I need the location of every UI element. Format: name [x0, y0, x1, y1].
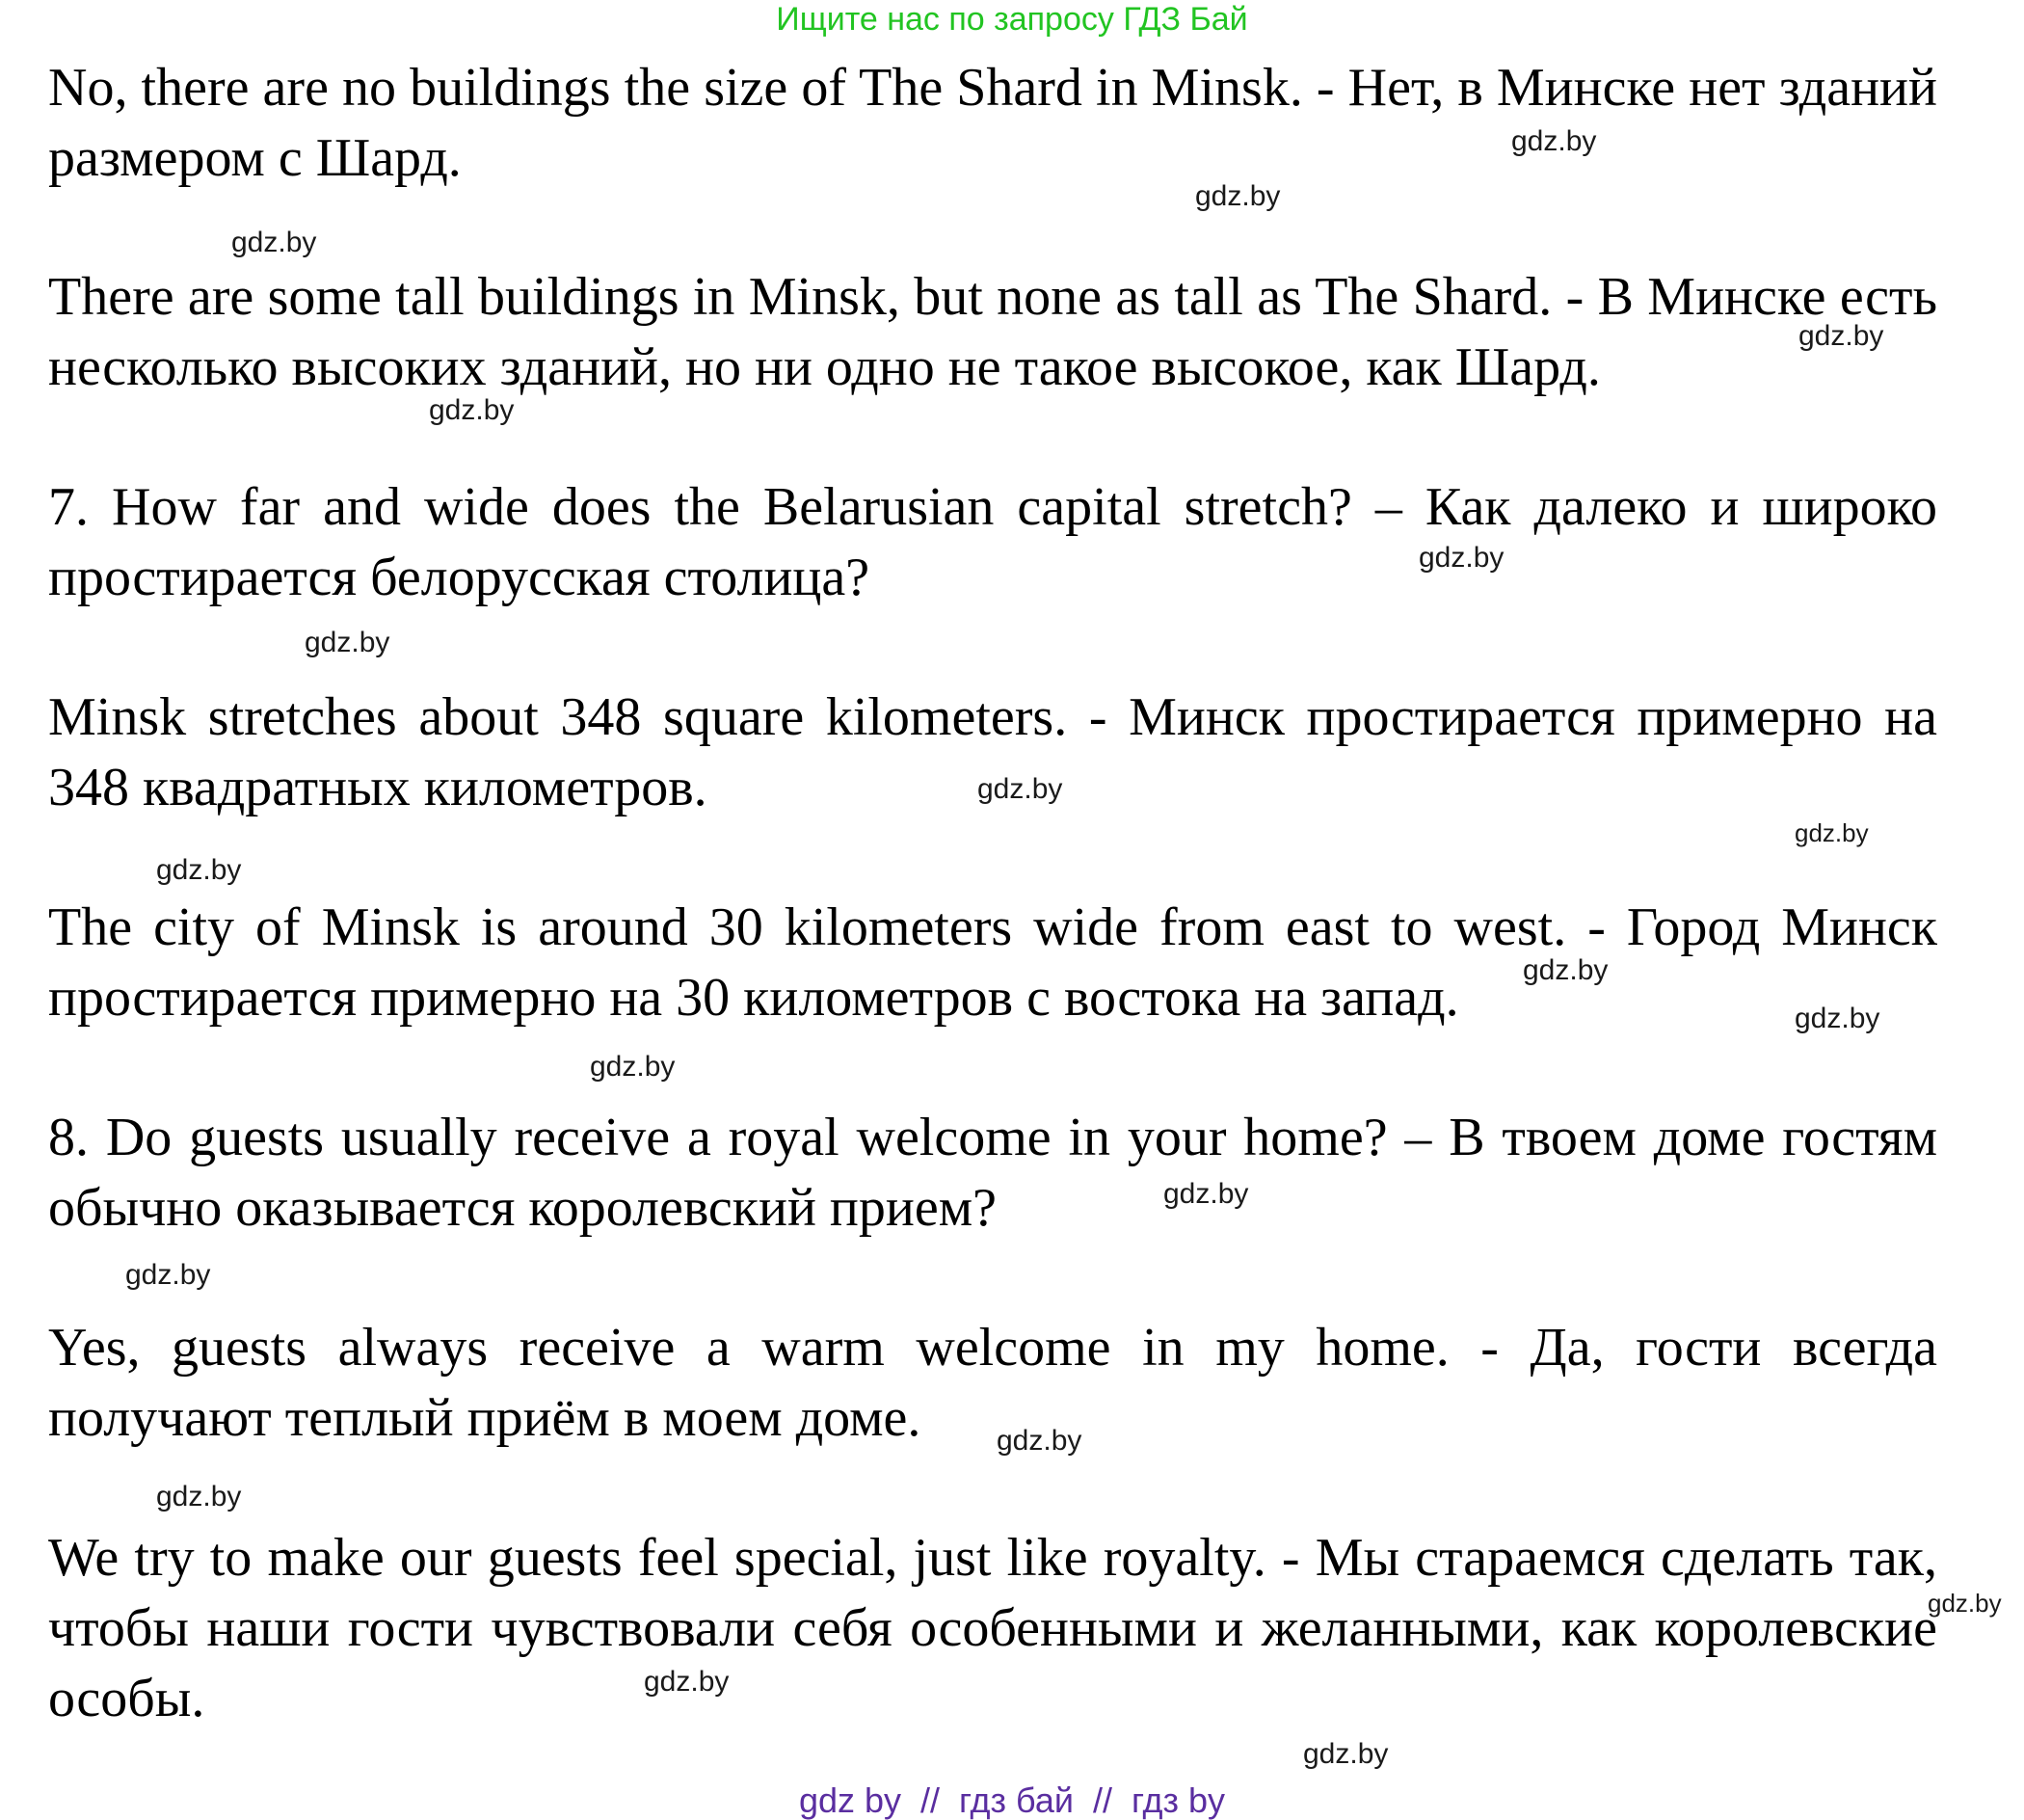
- paragraph-7: Yes, guests always receive a warm welcome in my home. - Да, гости всегда получают теплый приём в моем доме.: [48, 1318, 1937, 1448]
- paragraph-8: We try to make our guests feel special, just like royalty. - Мы стараемся сделать так, чтобы наши гости чувствовали себя особенными и желанными, как королевские особы.: [48, 1528, 1937, 1728]
- watermark-11: gdz.by: [1523, 954, 1609, 986]
- paragraph-1: No, there are no buildings the size of The Shard in Minsk. - Нет, в Минске нет зданий размером с Шард.: [48, 58, 1937, 188]
- paragraph-3: 7. How far and wide does the Belarusian capital stretch? – Как далеко и широко простирается белорусская столица?: [48, 477, 1937, 607]
- watermark-14: gdz.by: [1163, 1178, 1249, 1210]
- search-hint-link[interactable]: Ищите нас по запросу ГДЗ Бай: [776, 1, 1248, 38]
- watermark-12: gdz.by: [1795, 1003, 1880, 1034]
- watermark-5: gdz.by: [429, 394, 515, 426]
- footer-links[interactable]: gdz by // гдз бай // гдз by: [798, 1780, 1226, 1820]
- watermark-2: gdz.by: [1195, 180, 1281, 212]
- watermark-10: gdz.by: [156, 854, 242, 886]
- watermark-18: gdz.by: [1928, 1589, 2002, 1618]
- watermark-15: gdz.by: [125, 1259, 211, 1291]
- watermark-13: gdz.by: [590, 1051, 676, 1083]
- watermark-20: gdz.by: [1303, 1738, 1389, 1770]
- watermark-19: gdz.by: [644, 1666, 730, 1698]
- watermark-4: gdz.by: [1798, 320, 1884, 352]
- watermark-16: gdz.by: [997, 1425, 1082, 1457]
- watermark-17: gdz.by: [156, 1481, 242, 1512]
- paragraph-6: 8. Do guests usually receive a royal welcome in your home? – В твоем доме гостям обычно оказывается королевский прием?: [48, 1108, 1937, 1238]
- watermark-7: gdz.by: [305, 627, 390, 658]
- watermark-3: gdz.by: [231, 227, 317, 258]
- watermark-9: gdz.by: [1795, 818, 1869, 847]
- paragraph-4: Minsk stretches about 348 square kilometers. - Минск простирается примерно на 348 квадратных километров.: [48, 687, 1937, 817]
- paragraph-2: There are some tall buildings in Minsk, but none as tall as The Shard. - В Минске есть несколько высоких зданий, но ни одно не такое высокое, как Шард.: [48, 267, 1937, 397]
- watermark-6: gdz.by: [1419, 542, 1505, 574]
- watermark-1: gdz.by: [1511, 125, 1597, 157]
- paragraph-5: The city of Minsk is around 30 kilometers wide from east to west. - Город Минск простирается примерно на 30 километров с востока на запад.: [48, 897, 1937, 1028]
- watermark-8: gdz.by: [977, 773, 1063, 805]
